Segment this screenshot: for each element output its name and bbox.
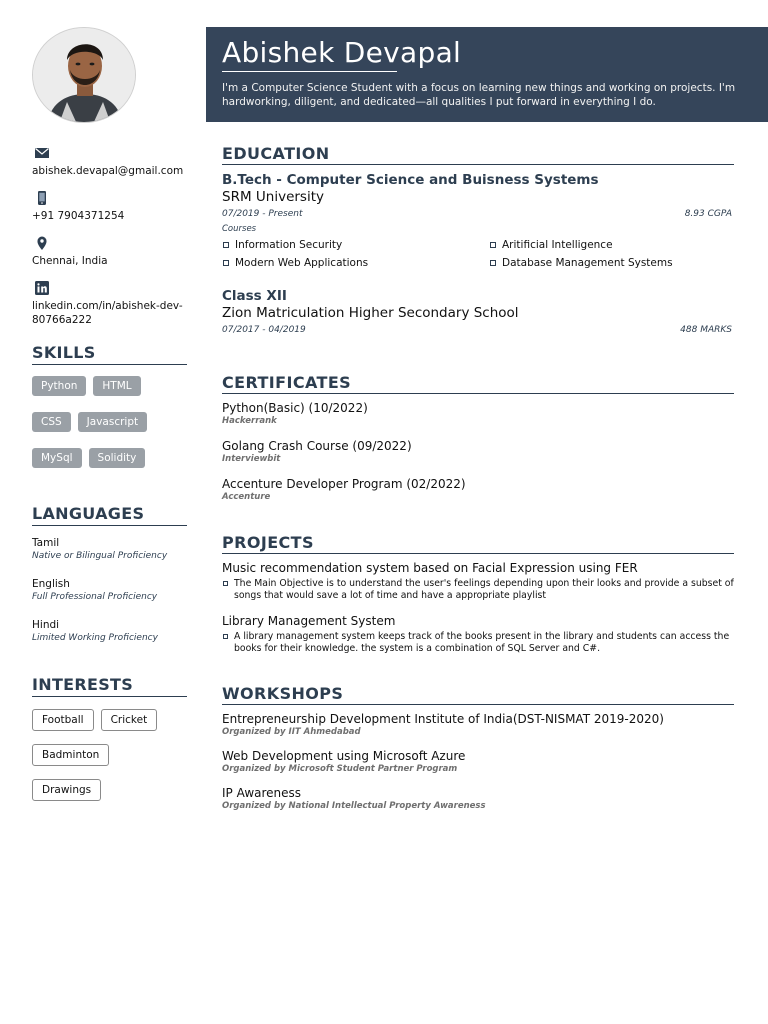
certificate-title: Golang Crash Course (09/2022) <box>222 439 412 453</box>
education-school: Zion Matriculation Higher Secondary School <box>222 305 519 321</box>
language-item <box>32 536 187 563</box>
contact-list <box>32 145 187 327</box>
course-item <box>222 236 489 254</box>
location-pin-icon <box>34 235 50 251</box>
envelope-icon <box>34 145 50 161</box>
linkedin-icon <box>34 280 50 296</box>
skill-tag: MySql <box>32 448 82 468</box>
bullet-square-icon <box>223 242 229 248</box>
workshop-organizer: Organized by Microsoft Student Partner Program <box>222 764 458 774</box>
interest-tag: Football <box>32 709 94 731</box>
certificate-item <box>222 438 734 465</box>
skill-row <box>32 412 187 432</box>
projects-heading: PROJECTS <box>222 533 734 554</box>
education-school: SRM University <box>222 189 324 205</box>
courses-list <box>222 236 734 272</box>
linkedin-text[interactable]: linkedin.com/in/abishek-dev-80766a222 <box>32 300 183 326</box>
education-heading: EDUCATION <box>222 144 734 165</box>
project-title: Library Management System <box>222 614 396 628</box>
language-level: Limited Working Proficiency <box>32 633 158 643</box>
education-dates: 07/2017 - 04/2019 <box>222 325 306 335</box>
education-score: 488 MARKS <box>680 325 732 335</box>
phone-text[interactable]: +91 7904371254 <box>32 210 125 222</box>
education-item <box>222 288 734 337</box>
languages-list <box>32 536 187 645</box>
skill-tag: Python <box>32 376 86 396</box>
workshop-organizer: Organized by IIT Ahmedabad <box>222 727 361 737</box>
interests-section <box>32 675 187 801</box>
certificate-item <box>222 476 734 503</box>
certificates-section <box>222 373 734 503</box>
contact-location <box>32 235 187 268</box>
interest-row <box>32 744 187 766</box>
language-level: Full Professional Proficiency <box>32 592 158 602</box>
course-name: Modern Web Applications <box>235 257 369 269</box>
projects-section <box>222 533 734 654</box>
email-text[interactable]: abishek.devapal@gmail.com <box>32 165 184 177</box>
education-score: 8.93 CGPA <box>684 209 732 219</box>
certificate-issuer: Accenture <box>222 492 271 502</box>
profile-photo-image <box>33 28 136 123</box>
course-name: Information Security <box>235 239 343 251</box>
interests-list <box>32 709 187 801</box>
location-text: Chennai, India <box>32 255 108 267</box>
project-item <box>222 613 734 654</box>
profile-summary: I'm a Computer Science Student with a focus on learning new things and working on projects. I'm hardworking, diligent, and dedicated—all qualities I put forward in everything I do. <box>222 82 736 108</box>
skills-section <box>32 343 187 468</box>
workshop-title: Entrepreneurship Development Institute of India(DST-NISMAT 2019-2020) <box>222 712 664 726</box>
certificate-title: Accenture Developer Program (02/2022) <box>222 477 466 491</box>
certificate-title: Python(Basic) (10/2022) <box>222 401 368 415</box>
language-name: Hindi <box>32 619 60 631</box>
course-item <box>489 254 734 272</box>
contact-linkedin <box>32 280 187 327</box>
skill-tag: HTML <box>93 376 140 396</box>
education-section <box>222 144 734 337</box>
workshop-title: IP Awareness <box>222 786 302 800</box>
language-name: English <box>32 578 70 590</box>
interest-tag: Cricket <box>101 709 158 731</box>
contact-email <box>32 145 187 178</box>
skill-row <box>32 448 187 468</box>
skill-tag: Javascript <box>78 412 147 432</box>
bullet-square-icon <box>223 260 229 266</box>
phone-icon <box>34 190 50 206</box>
skills-list <box>32 376 187 468</box>
certificates-heading: CERTIFICATES <box>222 373 734 394</box>
resume-header <box>206 27 768 122</box>
skill-row <box>32 376 187 396</box>
education-degree: B.Tech - Computer Science and Buisness Systems <box>222 172 599 188</box>
project-description <box>222 631 734 654</box>
profile-photo <box>32 27 136 123</box>
contact-phone <box>32 190 187 223</box>
course-item <box>222 254 489 272</box>
language-item <box>32 577 187 604</box>
languages-section <box>32 504 187 645</box>
education-meta <box>222 208 734 221</box>
interest-row <box>32 779 187 801</box>
workshop-organizer: Organized by National Intellectual Property Awareness <box>222 801 486 811</box>
education-item <box>222 172 734 272</box>
main-content <box>222 144 734 840</box>
skill-tag: Solidity <box>89 448 146 468</box>
bullet-square-icon <box>223 634 228 639</box>
workshops-heading: WORKSHOPS <box>222 684 734 705</box>
interests-heading: INTERESTS <box>32 675 187 697</box>
course-name: Database Management Systems <box>502 257 673 269</box>
interest-tag: Drawings <box>32 779 101 801</box>
bullet-square-icon <box>223 581 228 586</box>
project-description-text: The Main Objective is to understand the user's feelings depending upon their looks and provide a subset of songs that would save a lot of time and have a appropriate playlist <box>234 578 734 601</box>
bullet-square-icon <box>490 260 496 266</box>
project-title: Music recommendation system based on Facial Expression using FER <box>222 561 638 575</box>
language-name: Tamil <box>32 537 60 549</box>
courses-label: Courses <box>222 224 257 234</box>
course-item <box>489 236 734 254</box>
skill-tag: CSS <box>32 412 71 432</box>
course-name: Aritificial Intelligence <box>502 239 613 251</box>
project-description-text: A library management system keeps track of the books present in the library and students can access the books for their knowledge. the system is a combination of SQL Server and C#. <box>234 631 730 654</box>
workshop-title: Web Development using Microsoft Azure <box>222 749 466 763</box>
education-meta <box>222 324 734 337</box>
languages-heading: LANGUAGES <box>32 504 187 526</box>
name-underline <box>222 71 397 72</box>
education-degree: Class XII <box>222 288 287 304</box>
certificate-item <box>222 400 734 427</box>
certificate-issuer: Interviewbit <box>222 454 281 464</box>
certificate-issuer: Hackerrank <box>222 416 277 426</box>
language-item <box>32 618 187 645</box>
candidate-name: Abishek Devapal <box>222 36 462 69</box>
language-level: Native or Bilingual Proficiency <box>32 551 168 561</box>
bullet-square-icon <box>490 242 496 248</box>
project-description <box>222 578 734 601</box>
interest-row <box>32 709 187 731</box>
sidebar <box>32 27 187 814</box>
education-dates: 07/2019 - Present <box>222 209 303 219</box>
project-item <box>222 560 734 601</box>
workshop-item <box>222 748 734 775</box>
workshops-section <box>222 684 734 812</box>
interest-tag: Badminton <box>32 744 109 766</box>
workshop-item <box>222 785 734 812</box>
skills-heading: SKILLS <box>32 343 187 365</box>
workshop-item <box>222 711 734 738</box>
